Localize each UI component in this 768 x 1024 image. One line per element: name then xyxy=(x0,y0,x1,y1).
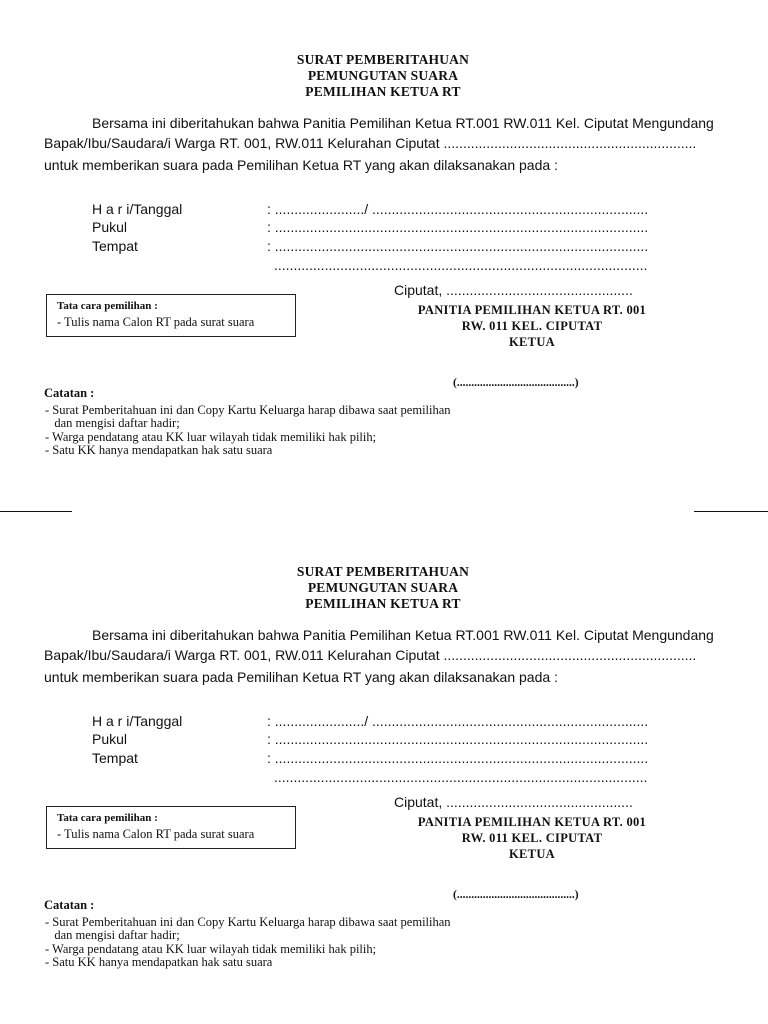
place-date: Ciputat, ................................................ xyxy=(394,282,633,298)
place-continuation: ................................................................................................ xyxy=(274,769,648,785)
committee-line-3: KETUA xyxy=(509,847,555,861)
place-label: Tempat xyxy=(92,238,138,254)
voting-procedure-title: Tata cara pemilihan : xyxy=(57,300,158,312)
day-date-label: H a r i/Tanggal xyxy=(92,713,183,729)
title-line-3: PEMILIHAN KETUA RT xyxy=(305,596,461,611)
committee-block xyxy=(396,814,668,862)
voting-procedure-item: - Tulis nama Calon RT pada surat suara xyxy=(57,827,255,841)
place-label: Tempat xyxy=(92,750,138,766)
note-item: - Surat Pemberitahuan ini dan Copy Kartu Keluarga harap dibawa saat pemilihan xyxy=(45,403,451,417)
title-line-2: PEMUNGUTAN SUARA xyxy=(307,580,459,595)
voting-procedure-item: - Tulis nama Calon RT pada surat suara xyxy=(57,315,255,329)
day-date-value: : ......................./ ....................................................................... xyxy=(267,201,649,217)
committee-line-3: KETUA xyxy=(509,335,555,349)
committee-line-1: PANITIA PEMILIHAN KETUA RT. 001 xyxy=(417,303,647,317)
committee-line-2: RW. 011 KEL. CIPUTAT xyxy=(461,831,603,845)
time-label: Pukul xyxy=(92,731,128,747)
signature-line: (.........................................) xyxy=(453,889,579,901)
body-line-1: Bersama ini diberitahukan bahwa Panitia Pemilihan Ketua RT.001 RW.011 Kel. Ciputat Mengundang xyxy=(92,627,714,643)
notice-title xyxy=(0,564,766,612)
body-line-1: Bersama ini diberitahukan bahwa Panitia Pemilihan Ketua RT.001 RW.011 Kel. Ciputat Mengundang xyxy=(92,115,714,131)
notes-title: Catatan : xyxy=(44,386,95,400)
body-line-2: Bapak/Ibu/Saudara/i Warga RT. 001, RW.011 Kelurahan Ciputat ................................................................. xyxy=(44,647,697,663)
voting-procedure-box xyxy=(46,294,296,337)
place-value: : ................................................................................................ xyxy=(267,238,649,254)
voting-procedure-box xyxy=(46,806,296,849)
note-item: - Warga pendatang atau KK luar wilayah tidak memiliki hak pilih; xyxy=(45,430,377,444)
note-item: - Satu KK hanya mendapatkan hak satu suara xyxy=(45,443,273,457)
committee-line-2: RW. 011 KEL. CIPUTAT xyxy=(461,319,603,333)
title-line-3: PEMILIHAN KETUA RT xyxy=(305,84,461,99)
notice-title xyxy=(0,52,766,100)
note-item: - Warga pendatang atau KK luar wilayah tidak memiliki hak pilih; xyxy=(45,942,377,956)
title-line-2: PEMUNGUTAN SUARA xyxy=(307,68,459,83)
committee-line-1: PANITIA PEMILIHAN KETUA RT. 001 xyxy=(417,815,647,829)
committee-block xyxy=(396,302,668,350)
notes-title: Catatan : xyxy=(44,898,95,912)
voting-procedure-title: Tata cara pemilihan : xyxy=(57,812,158,824)
place-value: : ................................................................................................ xyxy=(267,750,649,766)
note-item: - Surat Pemberitahuan ini dan Copy Kartu Keluarga harap dibawa saat pemilihan xyxy=(45,915,451,929)
body-line-2: Bapak/Ibu/Saudara/i Warga RT. 001, RW.011 Kelurahan Ciputat ................................................................. xyxy=(44,135,697,151)
day-date-value: : ......................./ ....................................................................... xyxy=(267,713,649,729)
notice-slip-2 xyxy=(0,512,768,1024)
note-item: - Satu KK hanya mendapatkan hak satu suara xyxy=(45,955,273,969)
note-item: dan mengisi daftar hadir; xyxy=(45,928,180,942)
note-item: dan mengisi daftar hadir; xyxy=(45,416,180,430)
title-line-1: SURAT PEMBERITAHUAN xyxy=(296,564,470,579)
time-value: : ................................................................................................ xyxy=(267,731,649,747)
title-line-1: SURAT PEMBERITAHUAN xyxy=(296,52,470,67)
time-value: : ................................................................................................ xyxy=(267,219,649,235)
place-continuation: ................................................................................................ xyxy=(274,257,648,273)
signature-line: (.........................................) xyxy=(453,377,579,389)
body-line-3: untuk memberikan suara pada Pemilihan Ketua RT yang akan dilaksanakan pada : xyxy=(44,669,558,685)
day-date-label: H a r i/Tanggal xyxy=(92,201,183,217)
body-line-3: untuk memberikan suara pada Pemilihan Ketua RT yang akan dilaksanakan pada : xyxy=(44,157,558,173)
time-label: Pukul xyxy=(92,219,128,235)
place-date: Ciputat, ................................................ xyxy=(394,794,633,810)
